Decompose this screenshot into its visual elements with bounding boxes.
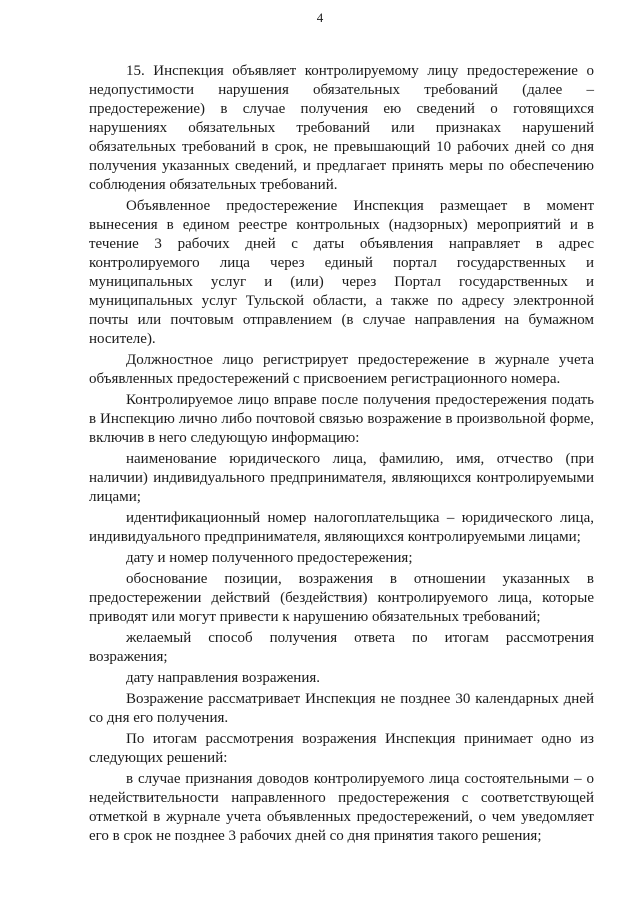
paragraph-review-decisions: По итогам рассмотрения возражения Инспекция принимает одно из следующих решений:: [89, 731, 594, 766]
document-body: [89, 62, 594, 846]
list-item-decision-invalid: в случае признания доводов контролируемого лица состоятельными – о недействительности направленного предостережения с соответствующей отметкой в журнале учета объявленных предостережений, о чем уведомляет его в срок не позднее 3 рабочих дней со дня принятия такого решения;: [89, 771, 594, 844]
list-item-response-method: желаемый способ получения ответа по итогам рассмотрения возражения;: [89, 630, 594, 665]
list-item-objection-date: дату направления возражения.: [126, 670, 321, 686]
paragraph-warning-publication: Объявленное предостережение Инспекция размещает в момент вынесения в едином реестре контрольных (надзорных) мероприятий и в течение 3 рабочих дней с даты объявления направляет в адрес контролируемого лица через единый портал государственных и муниципальных услуг и (или) через Портал государственных и муниципальных услуг Тульской области, а также по адресу электронной почты или почтовым отправлением (в случае направления на бумажном носителе).: [89, 198, 594, 347]
page-number: 4: [316, 10, 324, 25]
list-item-name: наименование юридического лица, фамилию, имя, отчество (при наличии) индивидуального предпринимателя, являющихся контролируемыми лицами;: [89, 451, 594, 505]
list-item-inn: идентификационный номер налогоплательщика – юридического лица, индивидуального предпринимателя, являющихся контролируемыми лицами;: [89, 510, 594, 545]
paragraph-warning-issuance: 15. Инспекция объявляет контролируемому лицу предостережение о недопустимости нарушения обязательных требований (далее – предостережение) в случае получения ею сведений о готовящихся нарушениях обязательных требований или признаках нарушений обязательных требований в срок, не превышающий 10 рабочих дней со дня получения указанных сведений, и предлагает принять меры по обеспечению соблюдения обязательных требований.: [89, 63, 594, 193]
paragraph-warning-registration: Должностное лицо регистрирует предостережение в журнале учета объявленных предостережений с присвоением регистрационного номера.: [89, 352, 594, 387]
paragraph-objection-right: Контролируемое лицо вправе после получения предостережения подать в Инспекцию лично либо почтовой связью возражение в произвольной форме, включив в него следующую информацию:: [89, 392, 594, 446]
paragraph-objection-review-term: Возражение рассматривает Инспекция не позднее 30 календарных дней со дня его получения.: [89, 691, 594, 726]
list-item-date-number: дату и номер полученного предостережения;: [126, 550, 413, 566]
list-item-justification: обоснование позиции, возражения в отношении указанных в предостережении действий (бездействия) контролируемого лица, которые приводят или могут привести к нарушению обязательных требований;: [89, 571, 594, 625]
